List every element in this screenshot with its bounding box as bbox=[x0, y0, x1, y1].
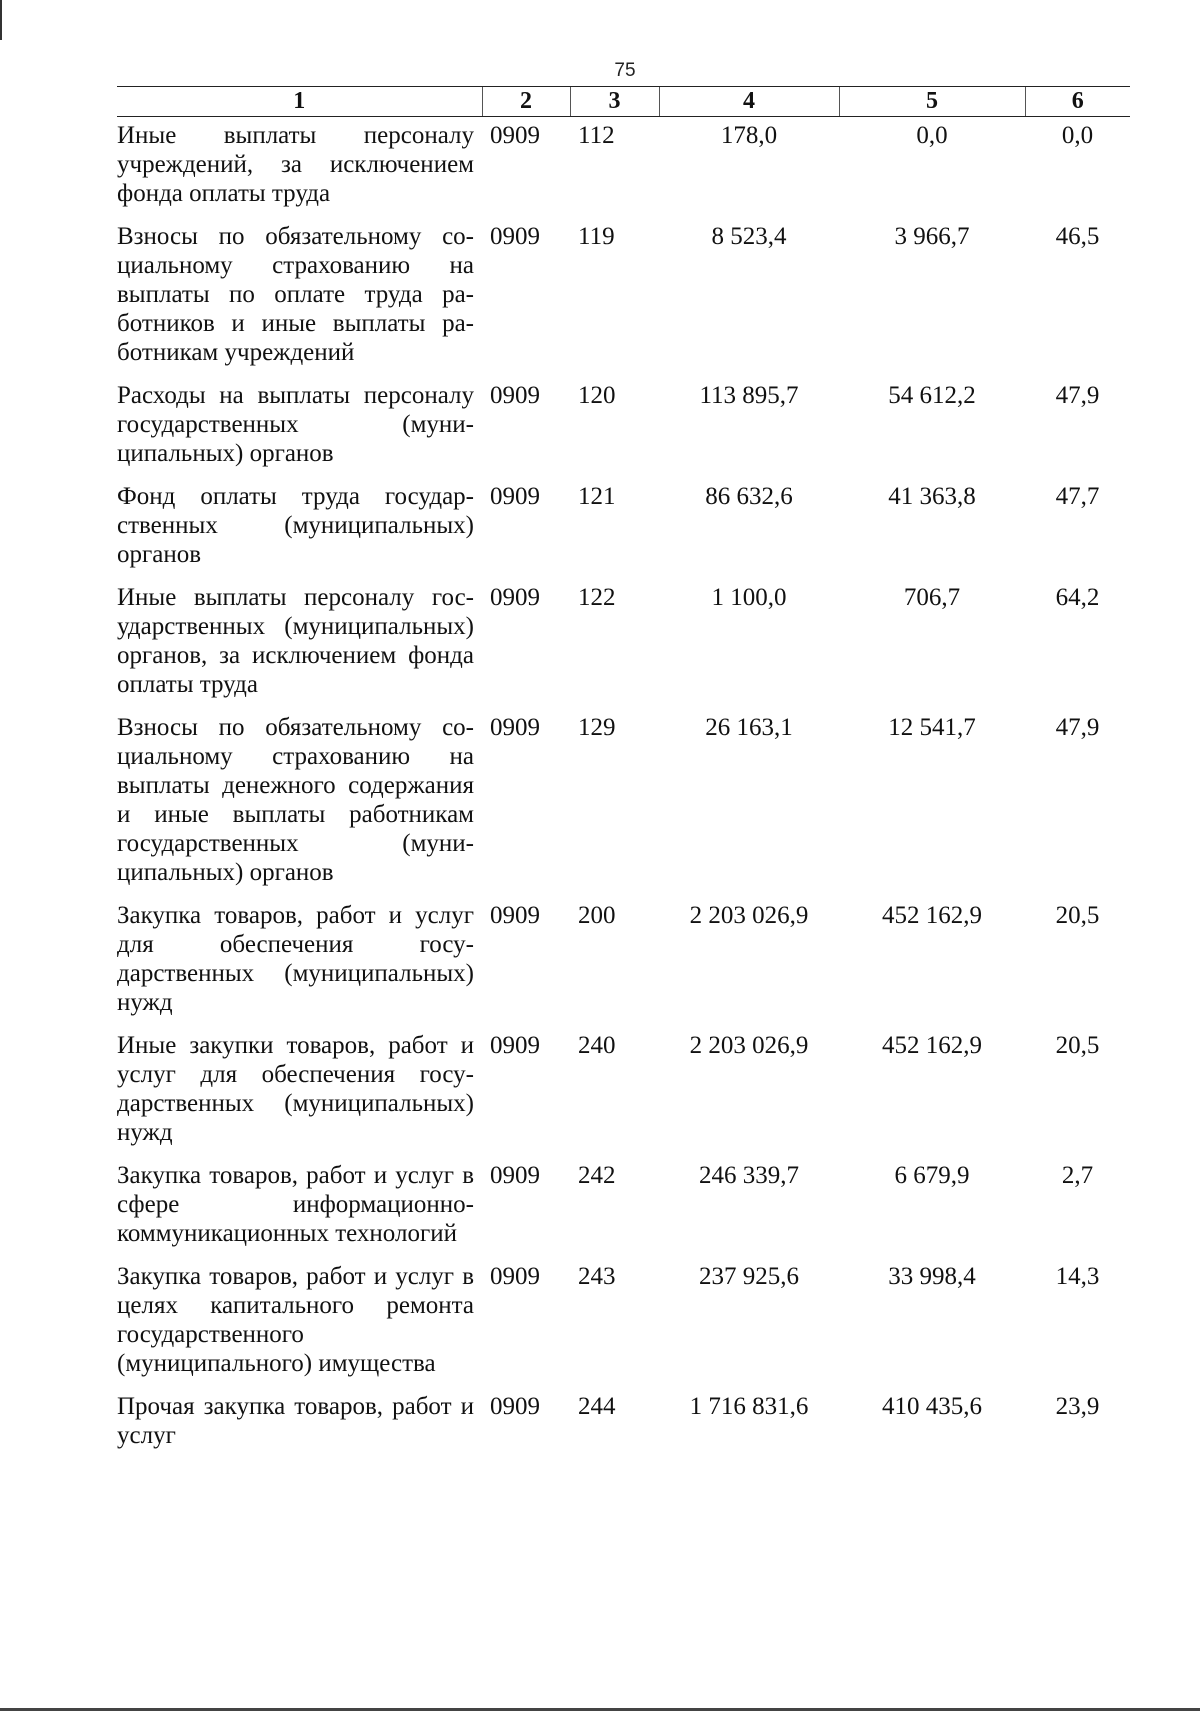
scan-edge-mark bbox=[0, 0, 2, 40]
planned-amount: 2 203 026,9 bbox=[689, 1032, 809, 1059]
expense-name: Иные выплаты персоналу государственных (муниципальных) органов, за исключением фонда оплаты труда bbox=[117, 584, 474, 698]
execution-percent: 20,5 bbox=[1055, 902, 1100, 929]
actual-amount: 41 363,8 bbox=[888, 483, 976, 510]
expense-type-code: 200 bbox=[578, 902, 616, 929]
expense-type-code: 120 bbox=[578, 382, 616, 409]
actual-amount: 33 998,4 bbox=[888, 1263, 976, 1290]
expense-type-code: 240 bbox=[578, 1032, 616, 1059]
table-row bbox=[117, 897, 1130, 1027]
column-header: 5 bbox=[839, 87, 1025, 117]
section-code: 0909 bbox=[490, 483, 540, 510]
section-code: 0909 bbox=[490, 714, 540, 741]
section-code: 0909 bbox=[490, 584, 540, 611]
actual-amount: 54 612,2 bbox=[888, 382, 976, 409]
actual-amount: 452 162,9 bbox=[882, 1032, 982, 1059]
expense-name: Прочая закупка товаров, работ и услуг bbox=[117, 1393, 474, 1449]
expense-name: Закупка товаров, работ и услуг в сфере информационно-коммуникационных технологий bbox=[117, 1162, 474, 1247]
planned-amount: 8 523,4 bbox=[711, 223, 787, 250]
column-header: 4 bbox=[659, 87, 839, 117]
expense-name: Взносы по обязательному социальному страхованию на выплаты денежного содержания и иные выплаты работникам государственных (муниципальных) органов bbox=[117, 714, 474, 886]
expense-name: Фонд оплаты труда государственных (муниципальных) органов bbox=[117, 483, 474, 568]
section-code: 0909 bbox=[490, 122, 540, 149]
actual-amount: 0,0 bbox=[916, 122, 948, 149]
actual-amount: 3 966,7 bbox=[894, 223, 970, 250]
expense-type-code: 129 bbox=[578, 714, 616, 741]
column-header: 2 bbox=[482, 87, 570, 117]
actual-amount: 410 435,6 bbox=[882, 1393, 982, 1420]
execution-percent: 0,0 bbox=[1061, 122, 1094, 149]
table-row bbox=[117, 1157, 1130, 1258]
planned-amount: 1 716 831,6 bbox=[689, 1393, 809, 1420]
planned-amount: 26 163,1 bbox=[705, 714, 793, 741]
column-header: 1 bbox=[117, 87, 482, 117]
actual-amount: 6 679,9 bbox=[894, 1162, 970, 1189]
expense-type-code: 122 bbox=[578, 584, 616, 611]
section-code: 0909 bbox=[490, 223, 540, 250]
planned-amount: 2 203 026,9 bbox=[689, 902, 809, 929]
execution-percent: 20,5 bbox=[1055, 1032, 1100, 1059]
expense-type-code: 119 bbox=[578, 223, 615, 250]
expense-type-code: 112 bbox=[578, 122, 615, 149]
actual-amount: 12 541,7 bbox=[888, 714, 976, 741]
table-row bbox=[117, 1388, 1130, 1460]
planned-amount: 246 339,7 bbox=[699, 1162, 799, 1189]
expense-name: Закупка товаров, работ и услуг для обеспечения государственных (муниципальных) нужд bbox=[117, 902, 474, 1016]
execution-percent: 14,3 bbox=[1055, 1263, 1100, 1290]
table-body bbox=[117, 117, 1130, 1461]
planned-amount: 86 632,6 bbox=[705, 483, 793, 510]
expense-type-code: 121 bbox=[578, 483, 616, 510]
section-code: 0909 bbox=[490, 1263, 540, 1290]
expense-type-code: 243 bbox=[578, 1263, 616, 1290]
header-row bbox=[117, 87, 1130, 117]
table-row bbox=[117, 1258, 1130, 1388]
table-row bbox=[117, 478, 1130, 579]
table-row bbox=[117, 709, 1130, 897]
table-header bbox=[117, 87, 1130, 117]
column-header: 6 bbox=[1025, 87, 1130, 117]
section-code: 0909 bbox=[490, 382, 540, 409]
page-number: 75 bbox=[614, 60, 636, 81]
execution-percent: 47,9 bbox=[1055, 714, 1100, 741]
planned-amount: 178,0 bbox=[720, 122, 778, 149]
execution-percent: 47,9 bbox=[1055, 382, 1100, 409]
table-row bbox=[117, 117, 1130, 219]
table-row bbox=[117, 377, 1130, 478]
expense-name: Закупка товаров, работ и услуг в целях капитального ремонта государственного (муниципального) имущества bbox=[117, 1263, 474, 1377]
section-code: 0909 bbox=[490, 1393, 540, 1420]
section-code: 0909 bbox=[490, 1032, 540, 1059]
actual-amount: 706,7 bbox=[903, 584, 961, 611]
column-header: 3 bbox=[570, 87, 659, 117]
execution-percent: 23,9 bbox=[1055, 1393, 1100, 1420]
expense-name: Взносы по обязательному социальному страхованию на выплаты по оплате труда работников и иные выплаты работникам учреждений bbox=[117, 223, 474, 366]
planned-amount: 237 925,6 bbox=[699, 1263, 799, 1290]
expense-name: Расходы на выплаты персоналу государственных (муниципальных) органов bbox=[117, 382, 474, 467]
budget-table bbox=[117, 86, 1130, 1460]
table-row bbox=[117, 1027, 1130, 1157]
table-row bbox=[117, 218, 1130, 377]
planned-amount: 1 100,0 bbox=[711, 584, 787, 611]
table-row bbox=[117, 579, 1130, 709]
expense-name: Иные закупки товаров, работ и услуг для обеспечения государственных (муниципальных) нужд bbox=[117, 1032, 474, 1146]
execution-percent: 46,5 bbox=[1055, 223, 1100, 250]
execution-percent: 47,7 bbox=[1055, 483, 1100, 510]
scan-bottom-line bbox=[0, 1708, 1200, 1711]
section-code: 0909 bbox=[490, 1162, 540, 1189]
actual-amount: 452 162,9 bbox=[882, 902, 982, 929]
expense-type-code: 244 bbox=[578, 1393, 616, 1420]
planned-amount: 113 895,7 bbox=[699, 382, 799, 409]
section-code: 0909 bbox=[490, 902, 540, 929]
execution-percent: 64,2 bbox=[1055, 584, 1100, 611]
expense-type-code: 242 bbox=[578, 1162, 616, 1189]
expense-name: Иные выплаты персоналу учреждений, за исключением фонда оплаты труда bbox=[117, 122, 474, 207]
execution-percent: 2,7 bbox=[1061, 1162, 1094, 1189]
